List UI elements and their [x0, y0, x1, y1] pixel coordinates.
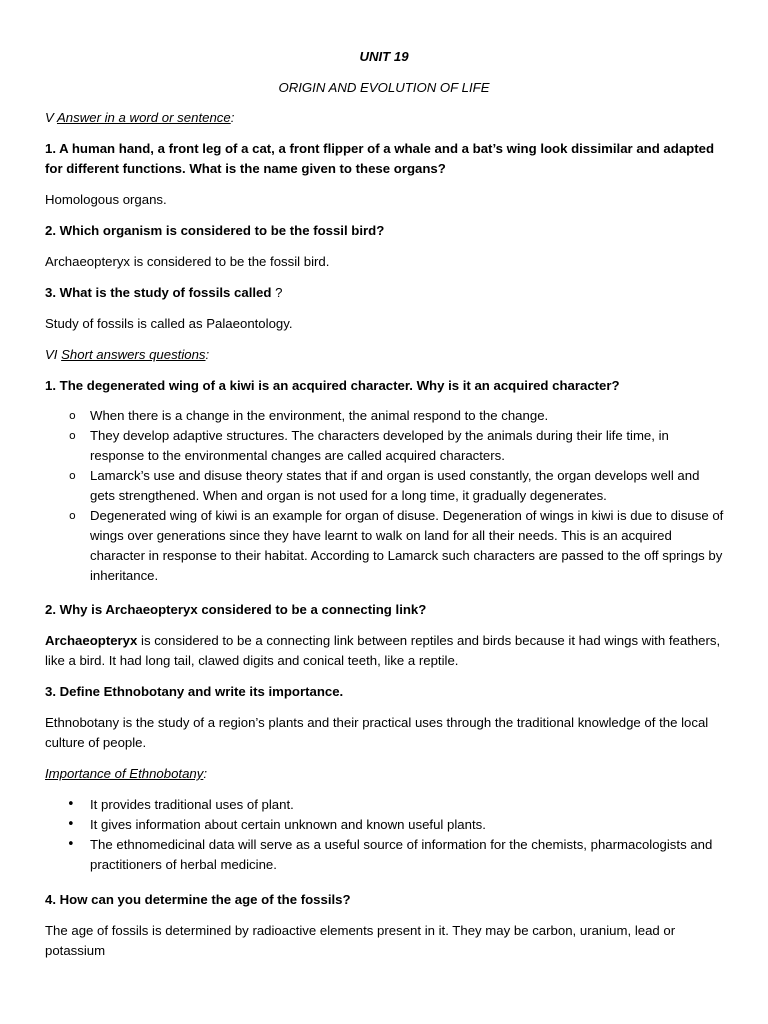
list-item-text: When there is a change in the environment, the animal respond to the change.: [90, 408, 549, 423]
q3-question-tail: ?: [271, 285, 283, 300]
section-v-prefix: V: [45, 110, 57, 125]
section-v-suffix: :: [230, 110, 235, 125]
sq3-question: 3. Define Ethnobotany and write its importance.: [45, 684, 344, 699]
sq3-answer: Ethnobotany is the study of a region’s plants and their practical uses through the traditional knowledge of the local culture of people.: [45, 715, 709, 750]
sq1-question: 1. The degenerated wing of a kiwi is an acquired character. Why is it an acquired character?: [45, 378, 620, 393]
list-item-text: It provides traditional uses of plant.: [90, 797, 294, 812]
list-item-text: They develop adaptive structures. The characters developed by the animals during their life time, in response to the environmental changes are called acquired characters.: [90, 428, 669, 463]
list-item: [45, 815, 725, 835]
q3-question: 3. What is the study of fossils called: [45, 285, 272, 300]
section-vi-label: Short answers questions: [61, 347, 206, 362]
bullet-marker: •: [67, 837, 75, 852]
section-vi-suffix: :: [205, 347, 210, 362]
q2-question: 2. Which organism is considered to be the fossil bird?: [45, 223, 385, 238]
section-v-heading: [45, 108, 725, 128]
list-item: [45, 835, 725, 875]
list-item: [45, 466, 725, 506]
importance-heading: [45, 764, 725, 784]
list-marker: o: [69, 429, 76, 442]
sq4-answer: The age of fossils is determined by radioactive elements present in it. They may be carbon, uranium, lead or potassium: [45, 923, 676, 958]
bullet-marker: •: [67, 797, 75, 812]
list-item: [45, 506, 725, 586]
list-item: [45, 795, 725, 815]
list-item-text: Degenerated wing of kiwi is an example for organ of disuse. Degeneration of wings in kiwi is due to disuse of wings over generations since they have learnt to walk on land for all their needs. This is an acquired character in response to their habitat. According to Lamarck such characters are passed to the off springs by inheritance.: [90, 508, 724, 583]
sq2-question: 2. Why is Archaeopteryx considered to be a connecting link?: [45, 602, 427, 617]
chapter-title: ORIGIN AND EVOLUTION OF LIFE: [278, 80, 490, 95]
q3-question-line: [45, 283, 725, 303]
sq2-answer: [45, 631, 725, 671]
sq2-answer-text: is considered to be a connecting link between reptiles and birds because it had wings with feathers, like a bird. It had long tail, clawed digits and conical teeth, like a reptile.: [45, 633, 721, 668]
sq2-answer-term: Archaeopteryx: [45, 633, 138, 648]
bullet-marker: •: [67, 817, 75, 832]
q1-question: 1. A human hand, a front leg of a cat, a front flipper of a whale and a bat’s wing look dissimilar and adapted for different functions. What is the name given to these organs?: [45, 141, 714, 176]
list-item-text: It gives information about certain unknown and known useful plants.: [90, 817, 486, 832]
section-vi-prefix: VI: [45, 347, 62, 362]
section-vi-heading: [45, 345, 725, 365]
unit-title: UNIT 19: [359, 49, 409, 64]
list-marker: o: [69, 469, 76, 482]
list-marker: o: [69, 509, 76, 522]
list-item-text: The ethnomedicinal data will serve as a useful source of information for the chemists, pharmacologists and practitioners of herbal medicine.: [90, 837, 713, 872]
list-item-text: Lamarck’s use and disuse theory states that if and organ is used constantly, the organ develops well and gets strengthened. When and organ is not used for a long time, it gradually degenerates.: [90, 468, 700, 503]
sq1-point-list: [45, 406, 725, 586]
q1-answer: Homologous organs.: [45, 192, 167, 207]
importance-label: Importance of Ethnobotany: [45, 766, 204, 781]
importance-list: [45, 795, 725, 875]
section-v-label: Answer in a word or sentence: [56, 110, 231, 125]
importance-suffix: :: [203, 766, 208, 781]
list-marker: o: [69, 409, 76, 422]
q2-answer: Archaeopteryx is considered to be the fossil bird.: [45, 254, 330, 269]
q3-answer: Study of fossils is called as Palaeontology.: [45, 316, 293, 331]
list-item: [45, 406, 725, 426]
sq4-question: 4. How can you determine the age of the fossils?: [45, 892, 351, 907]
list-item: [45, 426, 725, 466]
